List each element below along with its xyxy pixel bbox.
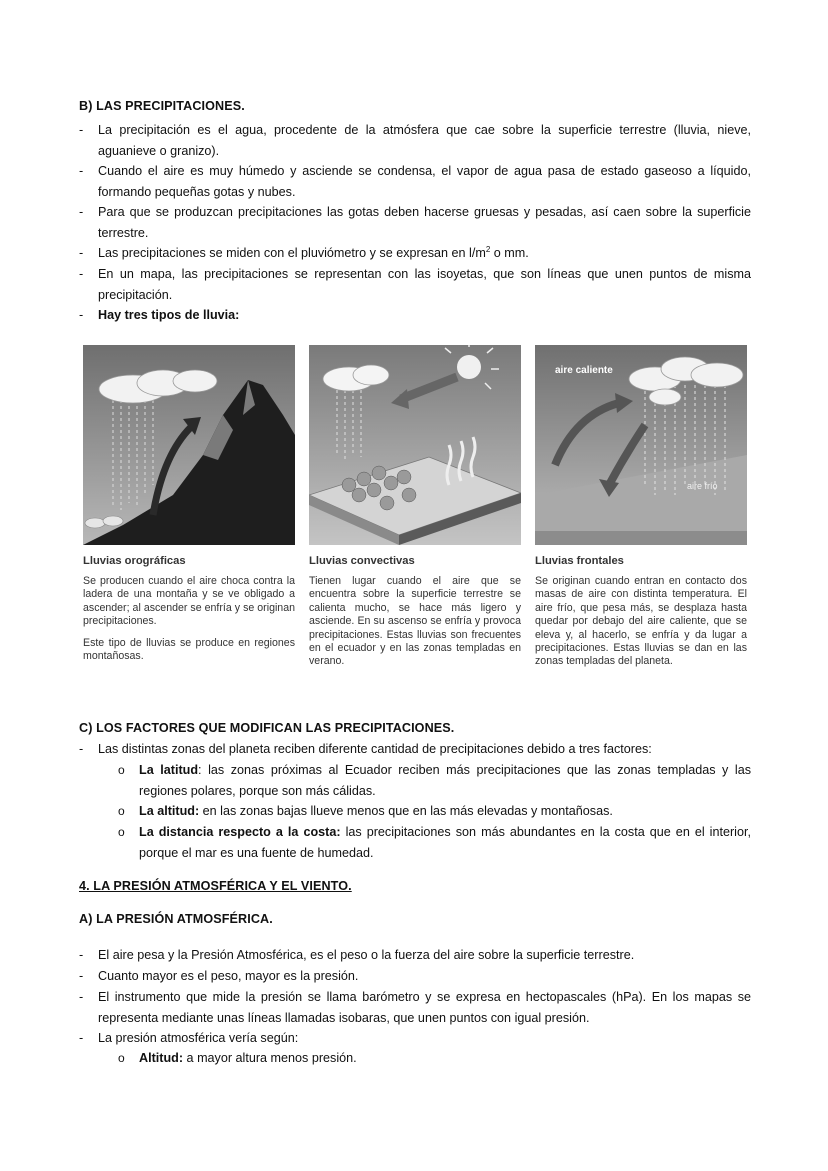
factor-latitude (118, 760, 751, 802)
bullet-pluviometer (79, 243, 751, 264)
bullet-text: El aire pesa y la Presión Atmosférica, es el peso o la fuerza del aire sobre la superficie terrestre. (98, 948, 635, 962)
bullet-text: Hay tres tipos de lluvia: (98, 308, 240, 322)
bullet-text: Cuanto mayor es el peso, mayor es la presión. (98, 969, 359, 983)
orographic-caption (83, 575, 295, 663)
factor-term: La latitud (139, 763, 199, 777)
circle-bullet: o (118, 825, 125, 839)
cold-air-label: aire frío (687, 481, 718, 491)
bullet-condensation (79, 161, 751, 203)
factor-desc: las precipitaciones son más abundantes en la costa que en el interior, porque el mar es una fuente de humedad. (139, 825, 751, 860)
bullet-three-types (79, 305, 751, 326)
dash-marker: - (79, 246, 84, 260)
bullet-text: Para que se produzcan precipitaciones las gotas deben hacerse gruesas y pesadas, así caen sobre la superficie terrestre. (98, 205, 751, 240)
factor-coast-distance (118, 822, 751, 864)
section-c-intro (79, 739, 751, 760)
factor-altitude (118, 801, 751, 822)
convective-caption: Tienen lugar cuando el aire que se encuentra sobre la superficie terrestre se calienta mucho, se hace más ligero y asciende. En su ascenso se enfría y provoca precipitaciones. Estas lluvias son frecuentes en el ecuador y en las zonas templadas en verano. (309, 575, 521, 668)
frontal-caption: Se originan cuando entran en contacto dos masas de aire con distinta temperatura. El aire frío, que pesa más, se desplaza hasta quedar por debajo del aire caliente, que se eleva y, al hacerlo, se enfría y da lugar a precipitaciones. Estas lluvias se dan en las zonas templadas del planeta. (535, 575, 747, 668)
bullet-isoyetas (79, 264, 751, 306)
text-part: o mm. (490, 246, 529, 260)
bullet-text: La precipitación es el agua, procedente de la atmósfera que cae sobre la superficie terrestre (lluvia, nieve, aguanieve o granizo). (98, 123, 751, 158)
dash-marker: - (79, 205, 84, 219)
section-4a-heading: A) LA PRESIÓN ATMOSFÉRICA. (79, 912, 273, 926)
factor-desc: : las zonas próximas al Ecuador reciben más precipitaciones que las zonas templadas y las regiones polares, porque son más cálidas. (139, 763, 751, 798)
factor-text (139, 822, 751, 864)
dash-marker: - (79, 742, 84, 756)
dash-marker: - (79, 267, 84, 281)
bullet-text: En un mapa, las precipitaciones se representan con las isoyetas, que son líneas que unen puntos de misma precipitación. (98, 267, 751, 302)
circle-bullet: o (118, 804, 125, 818)
frontal-rain-illustration (535, 345, 747, 545)
dash-marker: - (79, 308, 84, 322)
bullet-text: La presión atmosférica vería según: (98, 1031, 299, 1045)
sub-desc: a mayor altura menos presión. (183, 1051, 357, 1065)
bullet-precipitation-definition (79, 120, 751, 162)
bullet-weight-pressure (79, 966, 751, 987)
circle-bullet: o (118, 763, 125, 777)
sub-bullet-text (139, 1048, 751, 1069)
sub-term: Altitud: (139, 1051, 184, 1065)
bullet-heavy-drops (79, 202, 751, 244)
section-c-heading: C) LOS FACTORES QUE MODIFICAN LAS PRECIPITACIONES. (79, 721, 455, 735)
factor-desc: en las zonas bajas llueve menos que en las más elevadas y montañosas. (199, 804, 613, 818)
factor-text (139, 801, 751, 822)
warm-air-label: aire caliente (555, 365, 613, 376)
bullet-text: Las distintas zonas del planeta reciben diferente cantidad de precipitaciones debido a tres factores: (98, 742, 652, 756)
factor-text (139, 760, 751, 802)
factor-term: La altitud: (139, 804, 200, 818)
convective-rain-illustration (309, 345, 521, 545)
frontal-title: Lluvias frontales (535, 555, 624, 567)
dash-marker: - (79, 990, 84, 1004)
sub-bullet-altitude (118, 1048, 751, 1069)
dash-marker: - (79, 123, 84, 137)
orographic-title: Lluvias orográficas (83, 555, 186, 567)
superscript: 2 (485, 244, 491, 254)
bullet-barometer (79, 987, 751, 1029)
bullet-pressure-varies (79, 1028, 751, 1049)
orographic-text: Se producen cuando el aire choca contra la ladera de una montaña y se ve obligado a ascender; al ascender se enfría y se originan precipitaciones. (83, 575, 295, 628)
bullet-air-weight (79, 945, 751, 966)
dash-marker: - (79, 1031, 84, 1045)
circle-bullet: o (118, 1051, 125, 1065)
convective-title: Lluvias convectivas (309, 555, 415, 567)
section-4-heading: 4. LA PRESIÓN ATMOSFÉRICA Y EL VIENTO. (79, 879, 352, 893)
dash-marker: - (79, 164, 84, 178)
bullet-text: Cuando el aire es muy húmedo y asciende se condensa, el vapor de agua pasa de estado gaseoso a líquido, formando pequeñas gotas y nubes. (98, 164, 751, 199)
bullet-text: El instrumento que mide la presión se llama barómetro y se expresa en hectopascales (hPa). En los mapas se representa mediante unas líneas llamadas isobaras, que unen puntos con igual presión. (98, 990, 751, 1025)
section-b-heading: B) LAS PRECIPITACIONES. (79, 99, 245, 113)
orographic-rain-illustration (83, 345, 295, 545)
orographic-text-2: Este tipo de lluvias se produce en regiones montañosas. (83, 636, 295, 663)
text-part: Las precipitaciones se miden con el pluviómetro y se expresan en l/m (98, 246, 486, 260)
dash-marker: - (79, 948, 84, 962)
factor-term: La distancia respecto a la costa: (139, 825, 341, 839)
dash-marker: - (79, 969, 84, 983)
bullet-text (98, 243, 751, 264)
